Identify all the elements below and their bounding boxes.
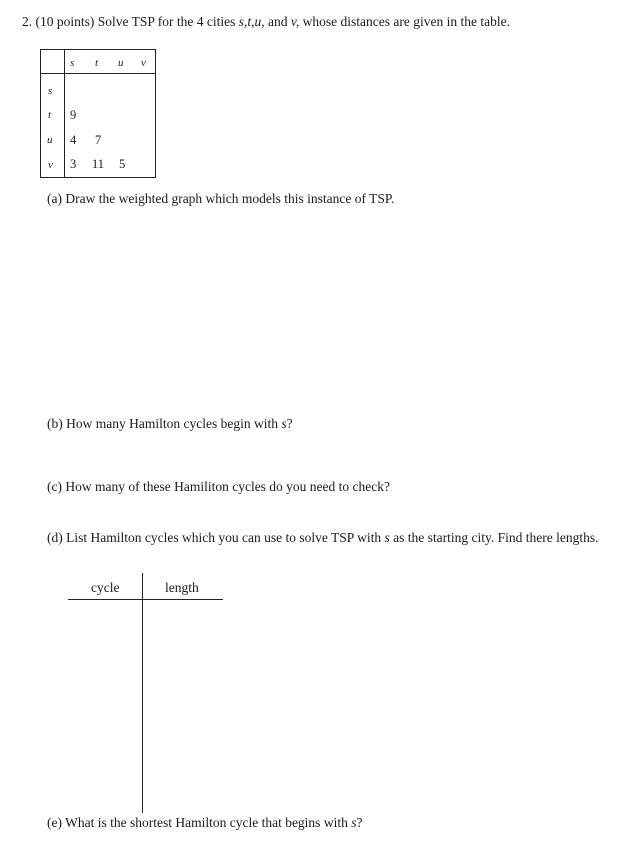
part-b-city: s — [281, 416, 287, 431]
cell-v-u: 5 — [119, 157, 126, 171]
part-a-label: (a) — [47, 191, 62, 206]
part-d-label: (d) — [47, 530, 63, 545]
distance-table — [40, 49, 156, 178]
cell-t-s: 9 — [70, 108, 77, 122]
part-d — [47, 530, 598, 546]
col-header-v: v — [141, 57, 146, 69]
part-b-label: (b) — [47, 416, 63, 431]
table-row-header-rule — [64, 49, 65, 178]
problem-text-after: whose distances are given in the table. — [302, 14, 510, 29]
part-d-city: s — [384, 530, 390, 545]
part-b-text: How many Hamilton cycles begin with — [66, 416, 278, 431]
problem-last-city: v, — [290, 14, 300, 29]
row-header-t: t — [48, 109, 52, 121]
part-d-text: List Hamilton cycles which you can use to solve TSP with — [66, 530, 382, 545]
cell-u-t: 7 — [95, 133, 102, 147]
cell-v-t: 11 — [92, 157, 105, 171]
part-c-text: How many of these Hamiliton cycles do you need to check? — [65, 479, 391, 494]
col-header-t: t — [95, 57, 99, 69]
cell-u-s: 4 — [70, 133, 77, 147]
answer-table-column-rule — [142, 573, 143, 813]
problem-and: and — [268, 14, 288, 29]
part-a — [47, 191, 394, 207]
answer-table-header-rule — [68, 599, 223, 600]
part-d-text-after: as the starting city. Find there lengths. — [393, 530, 599, 545]
part-e-city: s — [351, 815, 357, 830]
problem-cities: s,t,u, — [238, 14, 265, 29]
part-e-text: What is the shortest Hamilton cycle that begins with — [65, 815, 348, 830]
problem-statement — [22, 14, 510, 30]
problem-text-before: Solve TSP for the 4 cities — [97, 14, 236, 29]
table-header-rule — [40, 73, 156, 74]
cycle-column-header: cycle — [91, 580, 120, 595]
part-c-label: (c) — [47, 479, 62, 494]
cell-v-s: 3 — [70, 157, 77, 171]
part-b — [47, 416, 293, 432]
part-e-label: (e) — [47, 815, 62, 830]
row-header-v: v — [48, 159, 53, 171]
problem-points: (10 points) — [35, 14, 95, 29]
row-header-u: u — [47, 134, 53, 146]
part-c — [47, 479, 390, 495]
problem-number: 2. — [22, 14, 33, 29]
cycle-length-table — [68, 573, 224, 813]
col-header-u: u — [118, 57, 124, 69]
row-header-s: s — [48, 85, 53, 97]
col-header-s: s — [70, 57, 75, 69]
part-a-text: Draw the weighted graph which models this instance of TSP. — [65, 191, 395, 206]
length-column-header: length — [165, 580, 199, 595]
part-e — [47, 815, 362, 831]
part-e-text-after: ? — [356, 815, 363, 830]
part-b-text-after: ? — [286, 416, 293, 431]
